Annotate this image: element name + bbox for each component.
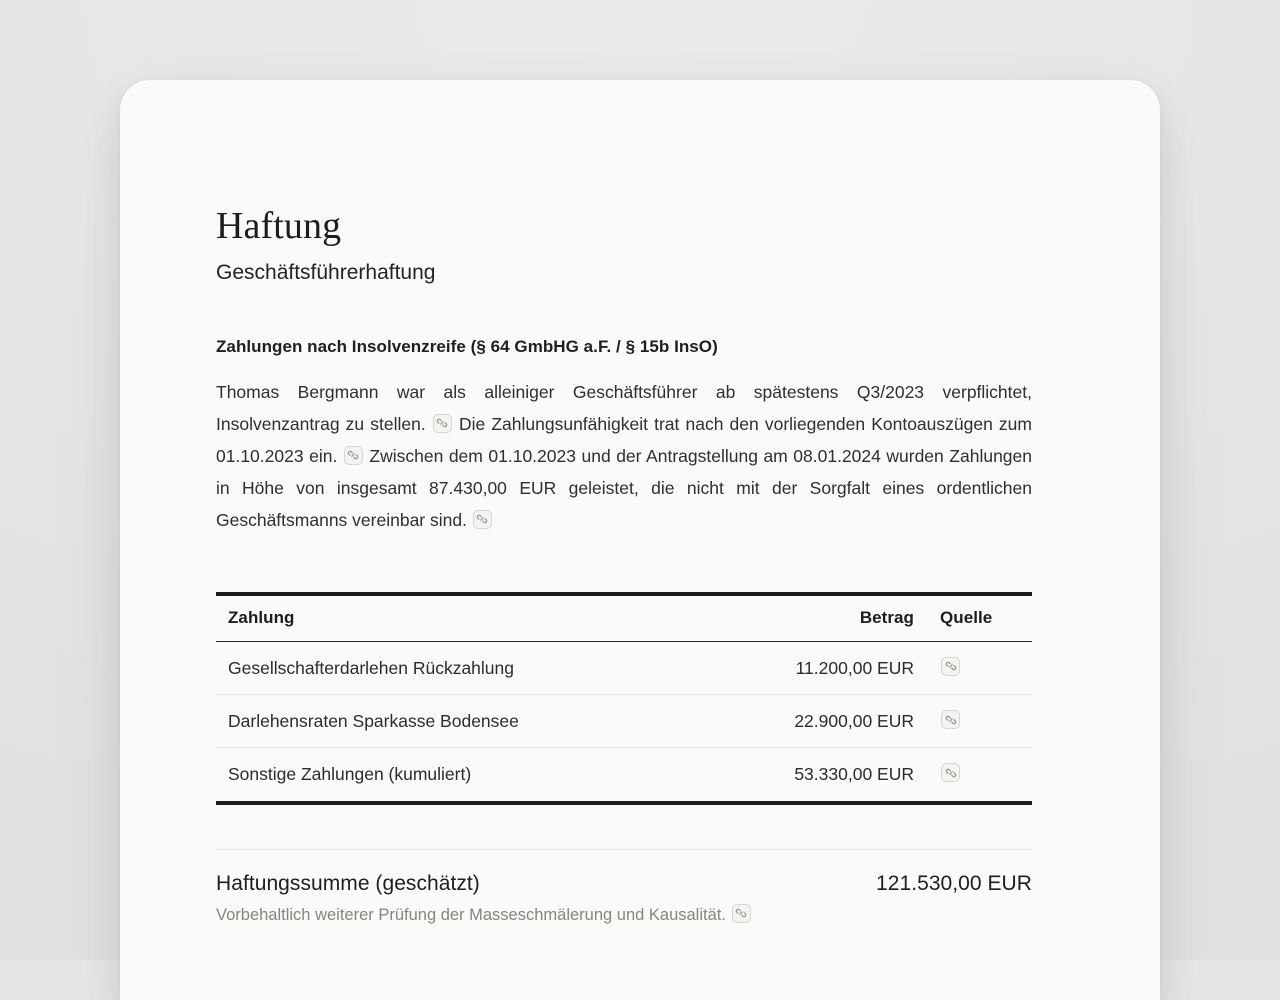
cell-quelle (928, 695, 1032, 748)
paragraph-sentence-3: Zwischen dem 01.10.2023 und der Antragstellung am 08.01.2024 wurden Zahlungen in Höhe von insgesamt 87.430,00 EUR geleistet, die nicht mit der Sorgfalt eines ordentlichen Geschäftsmanns vereinbar sind. (216, 446, 1032, 530)
table-row (216, 695, 1032, 748)
payments-table-head (216, 594, 1032, 642)
summary-value: 121.530,00 EUR (876, 872, 1032, 896)
cell-betrag: 53.330,00 EUR (724, 748, 928, 803)
cell-betrag: 11.200,00 EUR (724, 641, 928, 694)
document-header (216, 80, 1032, 286)
citation-link-icon-3[interactable] (473, 510, 492, 529)
section-paragraph (216, 376, 1032, 536)
document-card (120, 80, 1160, 1000)
page-subtitle: Geschäftsführerhaftung (216, 259, 1032, 286)
row-citation-link-icon[interactable] (941, 657, 960, 676)
paragraph-sentence-1: Thomas Bergmann war als alleiniger Geschäftsführer ab spätestens Q3/2023 verpflichtet, Insolvenzantrag zu stellen. (216, 382, 1032, 434)
liability-summary (216, 849, 1032, 928)
paragraph-sentence-2: Die Zahlungsunfähigkeit trat nach den vorliegenden Kontoauszügen zum 01.10.2023 ein. (216, 414, 1032, 466)
cell-zahlung: Sonstige Zahlungen (kumuliert) (216, 748, 724, 803)
cell-zahlung: Darlehensraten Sparkasse Bodensee (216, 695, 724, 748)
row-citation-link-icon[interactable] (941, 763, 960, 782)
row-citation-link-icon[interactable] (941, 710, 960, 729)
column-header-quelle: Quelle (928, 594, 1032, 642)
table-header-row (216, 594, 1032, 642)
table-row (216, 748, 1032, 803)
document-content (216, 80, 1032, 927)
payments-table-body (216, 641, 1032, 802)
payments-table (216, 592, 1032, 805)
column-header-zahlung: Zahlung (216, 594, 724, 642)
summary-note (216, 903, 1032, 928)
page-title: Haftung (216, 205, 1032, 248)
cell-zahlung: Gesellschafterdarlehen Rückzahlung (216, 641, 724, 694)
summary-total-row (216, 872, 1032, 896)
citation-link-icon-2[interactable] (344, 446, 363, 465)
summary-note-text: Vorbehaltlich weiterer Prüfung der Masseschmälerung und Kausalität. (216, 906, 726, 924)
table-row (216, 641, 1032, 694)
citation-link-icon-1[interactable] (433, 414, 452, 433)
cell-quelle (928, 748, 1032, 803)
cell-quelle (928, 641, 1032, 694)
summary-label: Haftungssumme (geschätzt) (216, 872, 480, 896)
section-heading: Zahlungen nach Insolvenzreife (§ 64 GmbHG a.F. / § 15b InsO) (216, 336, 1032, 359)
section-zahlungen-nach-insolvenzreife (216, 336, 1032, 927)
cell-betrag: 22.900,00 EUR (724, 695, 928, 748)
summary-citation-link-icon[interactable] (732, 904, 751, 923)
column-header-betrag: Betrag (724, 594, 928, 642)
